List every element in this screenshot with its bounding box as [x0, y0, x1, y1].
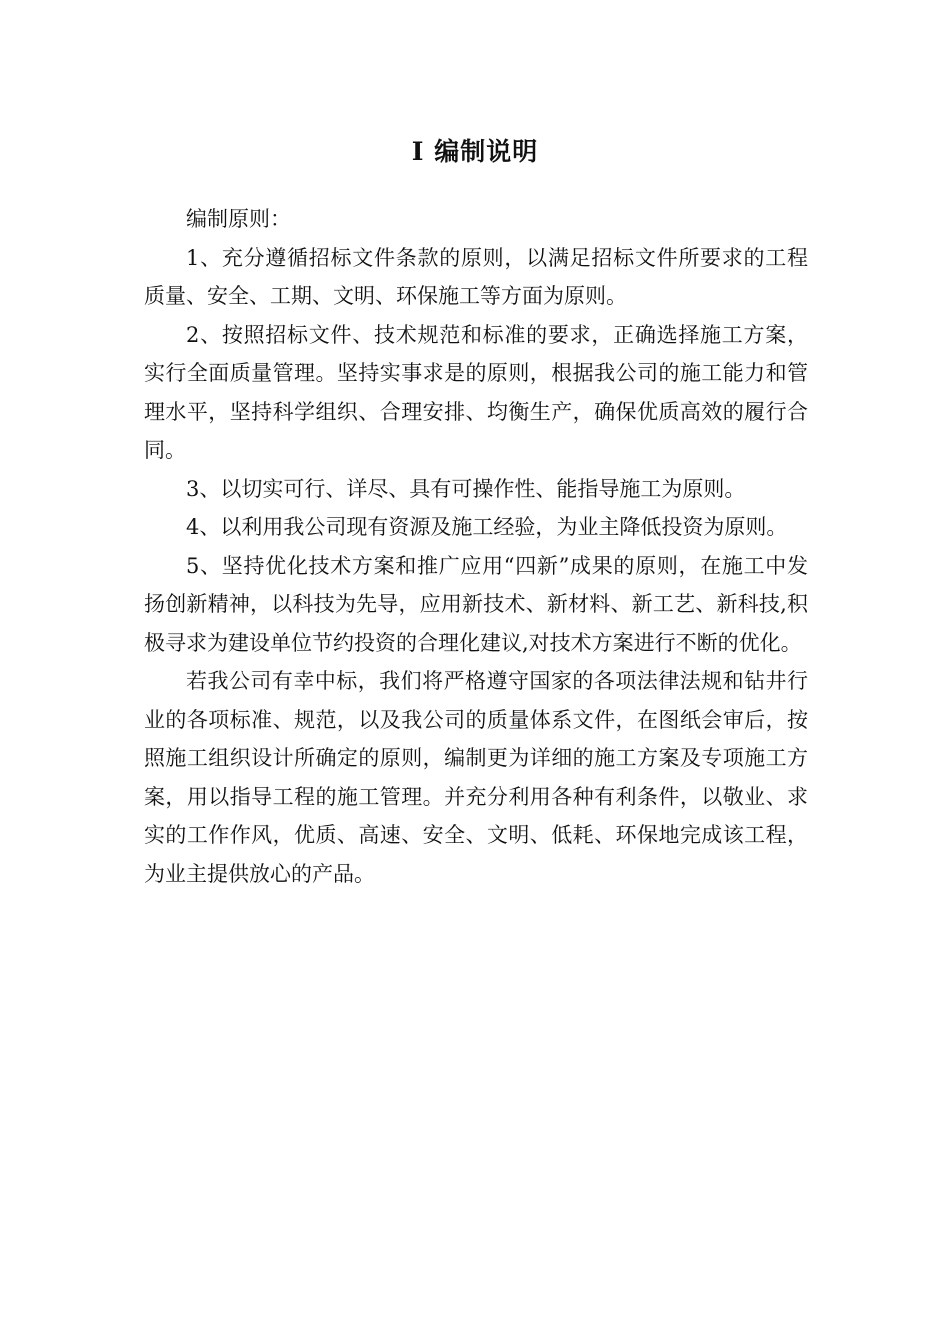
paragraph-principle-3: 3、以切实可行、详尽、具有可操作性、能指导施工为原则。	[186, 476, 746, 501]
paragraph-principle-1: 1、充分遵循招标文件条款的原则，以满足招标文件所要求的工程质量、安全、工期、文明、环保施工等方面为原则。	[144, 245, 808, 308]
paragraph-commitment: 若我公司有幸中标，我们将严格遵守国家的各项法律法规和钻井行业的各项标准、规范，以及我公司的质量体系文件，在图纸会审后，按照施工组织设计所确定的原则，编制更为详细的施工方案及专项施工方案，用以指导工程的施工管理。并充分利用各种有利条件，以敬业、求实的工作作风，优质、高速、安全、文明、低耗、环保地完成该工程，为业主提供放心的产品。	[144, 669, 808, 886]
paragraph-principle-5: 5、坚持优化技术方案和推广应用“四新”成果的原则，在施工中发扬创新精神，以科技为先导，应用新技术、新材料、新工艺、新科技,积极寻求为建设单位节约投资的合理化建议,对技术方案进行不断的优化。	[144, 553, 808, 655]
page-title: I 编制说明	[411, 137, 539, 166]
document-body	[144, 200, 808, 893]
paragraph-principle-4: 4、以利用我公司现有资源及施工经验，为业主降低投资为原则。	[186, 515, 788, 539]
paragraph-principle-2: 2、按照招标文件、技术规范和标准的要求，正确选择施工方案，实行全面质量管理。坚持实事求是的原则，根据我公司的施工能力和管理水平，坚持科学组织、合理安排、均衡生产，确保优质高效的履行合同。	[144, 322, 808, 462]
section-heading: 编制原则：	[186, 207, 291, 231]
